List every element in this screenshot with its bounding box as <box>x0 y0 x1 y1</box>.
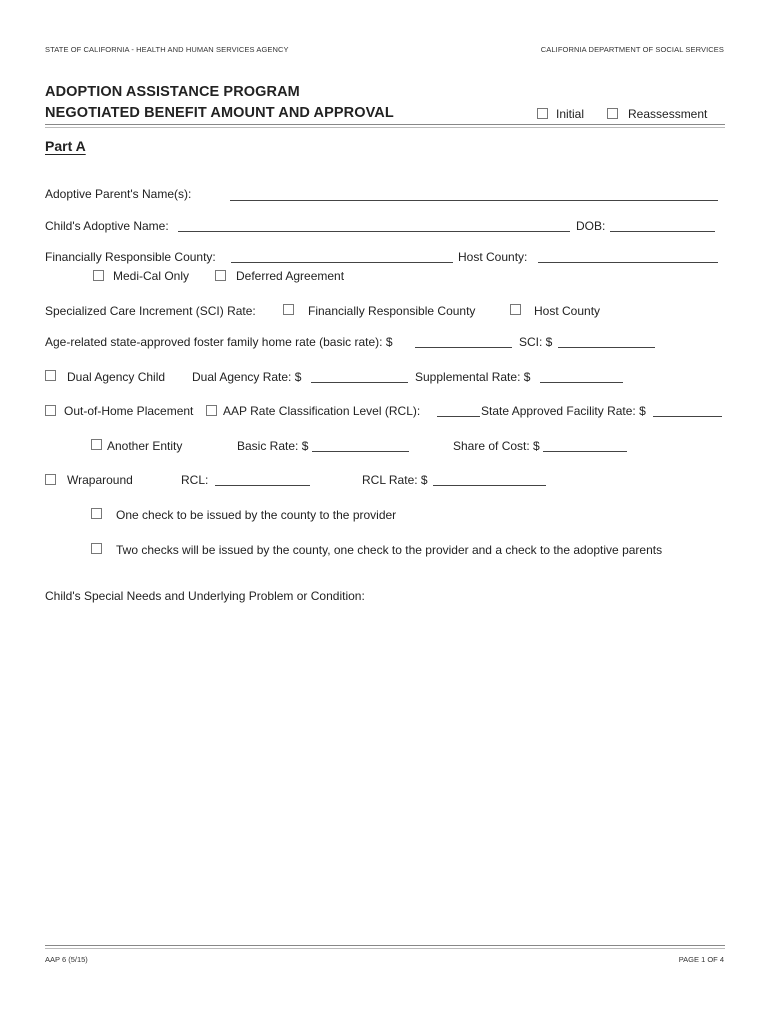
special-needs-area[interactable] <box>45 608 725 938</box>
wraparound-label: Wraparound <box>67 473 133 487</box>
initial-label: Initial <box>556 107 585 121</box>
host-county-field[interactable] <box>538 262 718 263</box>
basic-rate-field[interactable] <box>415 347 512 348</box>
department-name: CALIFORNIA DEPARTMENT OF SOCIAL SERVICES <box>540 45 724 54</box>
adoptive-parents-field[interactable] <box>230 200 718 201</box>
part-a-heading: Part A <box>45 138 86 154</box>
one-check-checkbox[interactable] <box>91 508 102 519</box>
footer-divider-secondary <box>45 948 725 949</box>
rcl-field[interactable] <box>215 485 310 486</box>
agency-name: STATE OF CALIFORNIA - HEALTH AND HUMAN SERVICES AGENCY <box>45 45 289 54</box>
two-checks-label: Two checks will be issued by the county, one check to the provider and a check to the adoptive parents <box>116 543 663 557</box>
sci-fin-county-checkbox[interactable] <box>283 304 294 315</box>
another-entity-checkbox[interactable] <box>91 439 102 450</box>
aap-rcl-checkbox[interactable] <box>206 405 217 416</box>
fin-county-field[interactable] <box>231 262 453 263</box>
sci-host-county-label: Host County <box>534 304 601 318</box>
adoptive-parents-label: Adoptive Parent's Name(s): <box>45 187 192 201</box>
wraparound-checkbox[interactable] <box>45 474 56 485</box>
dob-label: DOB: <box>576 219 606 233</box>
reassessment-label: Reassessment <box>628 107 708 121</box>
dual-agency-rate-field[interactable] <box>311 382 408 383</box>
out-of-home-label: Out-of-Home Placement <box>64 404 194 418</box>
share-of-cost-label: Share of Cost: $ <box>453 439 540 453</box>
entity-basic-rate-label: Basic Rate: $ <box>237 439 309 453</box>
facility-rate-field[interactable] <box>653 416 722 417</box>
rcl-rate-label: RCL Rate: $ <box>362 473 428 487</box>
dual-agency-child-checkbox[interactable] <box>45 370 56 381</box>
special-needs-label: Child's Special Needs and Underlying Problem or Condition: <box>45 589 365 603</box>
two-checks-checkbox[interactable] <box>91 543 102 554</box>
out-of-home-checkbox[interactable] <box>45 405 56 416</box>
rcl-rate-field[interactable] <box>433 485 546 486</box>
supplemental-rate-field[interactable] <box>540 382 623 383</box>
aap-rcl-field[interactable] <box>437 416 480 417</box>
entity-basic-rate-field[interactable] <box>312 451 409 452</box>
footer-divider <box>45 945 725 946</box>
dob-field[interactable] <box>610 231 715 232</box>
share-of-cost-field[interactable] <box>543 451 627 452</box>
medi-cal-label: Medi-Cal Only <box>113 269 190 283</box>
basic-rate-label: Age-related state-approved foster family home rate (basic rate): $ <box>45 335 393 349</box>
sci-fin-county-label: Financially Responsible County <box>308 304 476 318</box>
childs-name-label: Child's Adoptive Name: <box>45 219 169 233</box>
sci-host-county-checkbox[interactable] <box>510 304 521 315</box>
another-entity-label: Another Entity <box>107 439 183 453</box>
deferred-checkbox[interactable] <box>215 270 226 281</box>
page-number: PAGE 1 OF 4 <box>678 955 724 964</box>
host-county-label: Host County: <box>458 250 528 264</box>
form-number: AAP 6 (5/15) <box>45 955 88 964</box>
sci-field[interactable] <box>558 347 655 348</box>
dual-agency-child-label: Dual Agency Child <box>67 370 166 384</box>
rcl-label: RCL: <box>181 473 209 487</box>
supplemental-rate-label: Supplemental Rate: $ <box>415 370 531 384</box>
form-title-line2: NEGOTIATED BENEFIT AMOUNT AND APPROVAL <box>45 105 394 121</box>
sci-rate-label: Specialized Care Increment (SCI) Rate: <box>45 304 256 318</box>
dual-agency-rate-label: Dual Agency Rate: $ <box>192 370 302 384</box>
sci-label: SCI: $ <box>519 335 553 349</box>
form-title-line1: ADOPTION ASSISTANCE PROGRAM <box>45 84 300 100</box>
initial-checkbox[interactable] <box>537 108 548 119</box>
title-divider-secondary <box>45 127 725 128</box>
deferred-label: Deferred Agreement <box>236 269 345 283</box>
facility-rate-label: State Approved Facility Rate: $ <box>481 404 646 418</box>
one-check-label: One check to be issued by the county to the provider <box>116 508 397 522</box>
reassessment-checkbox[interactable] <box>607 108 618 119</box>
title-divider <box>45 124 725 125</box>
childs-name-field[interactable] <box>178 231 570 232</box>
aap-rcl-label: AAP Rate Classification Level (RCL): <box>223 404 421 418</box>
fin-county-label: Financially Responsible County: <box>45 250 216 264</box>
medi-cal-checkbox[interactable] <box>93 270 104 281</box>
